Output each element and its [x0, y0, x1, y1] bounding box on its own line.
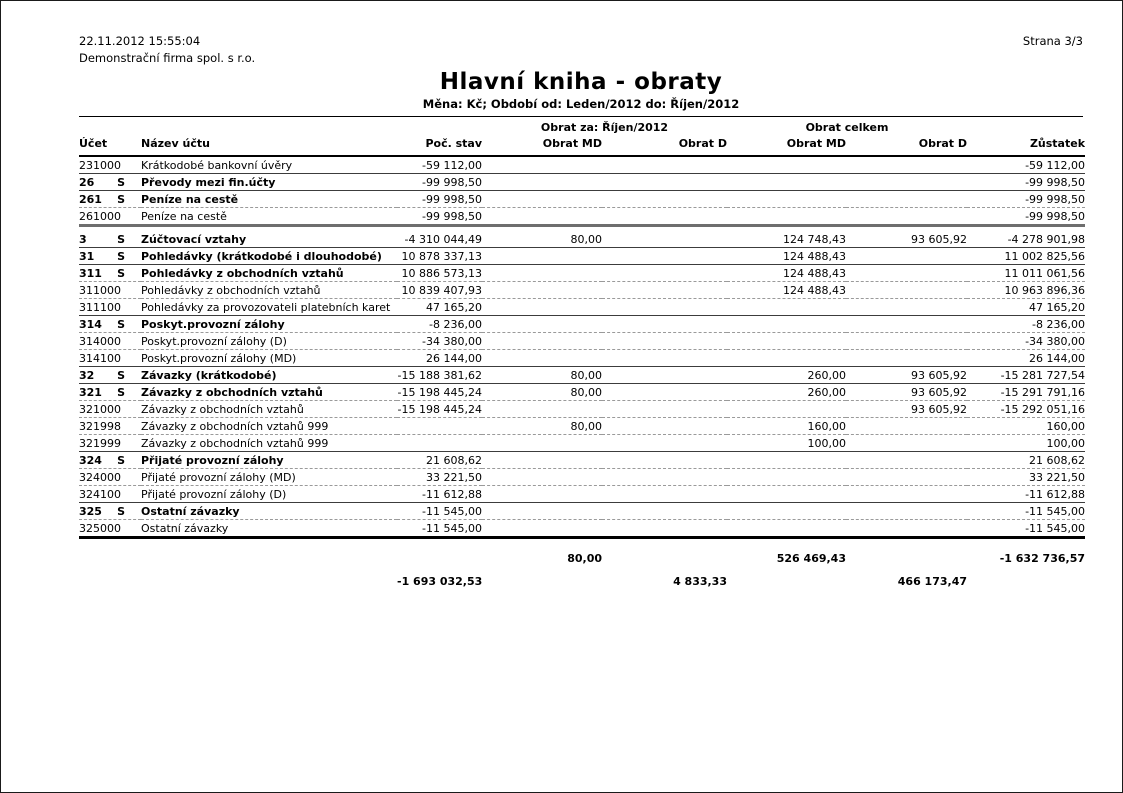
obrat-md-rijen-cell: 80,00: [482, 418, 602, 435]
obrat-d-rijen-cell: [602, 299, 727, 316]
obrat-md-rijen-cell: [482, 503, 602, 520]
account-code: 26: [79, 176, 95, 189]
table-row: [79, 299, 1085, 316]
account-name-cell: Pohledávky z obchodních vztahů: [141, 265, 397, 282]
account-code-cell: [79, 191, 141, 208]
obrat-d-rijen-cell: [602, 208, 727, 226]
obrat-md-rijen-cell: [482, 282, 602, 299]
obrat-md-rijen-cell: [482, 333, 602, 350]
obrat-md-celkem-cell: [727, 469, 846, 486]
account-code-cell: [79, 384, 141, 401]
obrat-d-rijen-cell: [602, 435, 727, 452]
poc-stav-cell: 10 878 337,13: [397, 248, 482, 265]
obrat-d-celkem-cell: [846, 435, 967, 452]
account-code-wrap: [79, 159, 141, 172]
account-name-cell: Závazky z obchodních vztahů 999: [141, 435, 397, 452]
account-code: 231000: [79, 159, 121, 172]
obrat-d-rijen-cell: [602, 333, 727, 350]
table-row: [79, 208, 1085, 226]
group-header-spacer: [141, 117, 397, 134]
table-row: [79, 435, 1085, 452]
obrat-md-rijen-cell: [482, 156, 602, 174]
account-code-wrap: [79, 522, 141, 535]
poc-stav-cell: 26 144,00: [397, 350, 482, 367]
column-header-obrat-d-rijen: Obrat D: [602, 134, 727, 156]
obrat-d-celkem-cell: 93 605,92: [846, 384, 967, 401]
account-code-cell: [79, 226, 141, 248]
account-code: 324100: [79, 488, 121, 501]
zustatek-cell: -99 998,50: [967, 191, 1085, 208]
totals-spacer: [141, 538, 397, 567]
company-name: Demonstrační firma spol. s r.o.: [79, 51, 256, 65]
obrat-md-celkem-cell: 124 488,43: [727, 282, 846, 299]
poc-stav-cell: 10 886 573,13: [397, 265, 482, 282]
group-header-spacer: [79, 117, 141, 134]
account-code-cell: [79, 367, 141, 384]
account-code: 314: [79, 318, 102, 331]
zustatek-cell: 11 011 061,56: [967, 265, 1085, 282]
obrat-md-rijen-cell: 80,00: [482, 367, 602, 384]
table-row: [79, 486, 1085, 503]
account-code: 261000: [79, 210, 121, 223]
obrat-md-rijen-cell: [482, 191, 602, 208]
obrat-d-rijen-cell: [602, 248, 727, 265]
column-header-row: [79, 134, 1085, 156]
account-code: 314100: [79, 352, 121, 365]
ledger-table: [79, 117, 1085, 589]
account-code: 311100: [79, 301, 121, 314]
account-code-wrap: [79, 471, 141, 484]
account-code: 311000: [79, 284, 121, 297]
table-row: [79, 265, 1085, 282]
account-code-wrap: [79, 267, 141, 280]
zustatek-cell: -15 281 727,54: [967, 367, 1085, 384]
zustatek-cell: -15 291 791,16: [967, 384, 1085, 401]
account-code: 321: [79, 386, 102, 399]
account-code-cell: [79, 452, 141, 469]
obrat-d-rijen-cell: [602, 350, 727, 367]
obrat-d-celkem-cell: 93 605,92: [846, 367, 967, 384]
zustatek-cell: 11 002 825,56: [967, 248, 1085, 265]
zustatek-cell: -15 292 051,16: [967, 401, 1085, 418]
total-zustatek-cell: -1 632 736,57: [967, 538, 1085, 567]
account-code: 261: [79, 193, 102, 206]
zustatek-cell: -4 278 901,98: [967, 226, 1085, 248]
zustatek-cell: 10 963 896,36: [967, 282, 1085, 299]
account-code: 325: [79, 505, 102, 518]
obrat-md-celkem-cell: 124 488,43: [727, 248, 846, 265]
account-name-cell: Pohledávky za provozovateli platebních karet: [141, 299, 397, 316]
table-row: [79, 350, 1085, 367]
zustatek-cell: -99 998,50: [967, 208, 1085, 226]
obrat-d-celkem-cell: [846, 191, 967, 208]
account-code-wrap: [79, 488, 141, 501]
obrat-md-celkem-cell: [727, 299, 846, 316]
account-code-wrap: [79, 193, 141, 206]
report-header: [79, 33, 1083, 67]
obrat-md-rijen-cell: [482, 401, 602, 418]
column-header-nazev-uctu: Název účtu: [141, 134, 397, 156]
report-subtitle: Měna: Kč; Období od: Leden/2012 do: Říjen/2012: [422, 97, 740, 111]
summary-flag: S: [117, 267, 125, 280]
table-row: [79, 469, 1085, 486]
summary-flag: S: [117, 505, 125, 518]
total-obrat-md-celkem-cell: [727, 566, 846, 589]
group-header-spacer: [397, 117, 482, 134]
account-code-cell: [79, 469, 141, 486]
account-code-cell: [79, 503, 141, 520]
obrat-md-rijen-cell: [482, 208, 602, 226]
account-name-cell: Pohledávky z obchodních vztahů: [141, 282, 397, 299]
obrat-d-rijen-cell: [602, 282, 727, 299]
account-code-wrap: [79, 369, 141, 382]
account-code: 321998: [79, 420, 121, 433]
table-row: [79, 191, 1085, 208]
total-obrat-d-celkem-cell: 466 173,47: [897, 575, 968, 588]
poc-stav-cell: -99 998,50: [397, 191, 482, 208]
account-code-wrap: [79, 250, 141, 263]
obrat-md-rijen-cell: [482, 248, 602, 265]
report-header-left: [79, 33, 255, 67]
report-title: Hlavní kniha - obraty: [439, 69, 723, 95]
obrat-d-celkem-cell: [846, 333, 967, 350]
account-code-wrap: [79, 335, 141, 348]
zustatek-cell: -59 112,00: [967, 156, 1085, 174]
column-header-zustatek: Zůstatek: [967, 134, 1085, 156]
obrat-md-celkem-cell: [727, 333, 846, 350]
obrat-md-rijen-cell: [482, 299, 602, 316]
poc-stav-cell: 10 839 407,93: [397, 282, 482, 299]
printed-at: 22.11.2012 15:55:04: [79, 34, 201, 48]
obrat-md-rijen-cell: [482, 452, 602, 469]
account-code-wrap: [79, 403, 141, 416]
totals-spacer: [141, 566, 397, 589]
zustatek-cell: -34 380,00: [967, 333, 1085, 350]
obrat-d-celkem-cell: [846, 316, 967, 333]
poc-stav-cell: 21 608,62: [397, 452, 482, 469]
obrat-md-celkem-cell: [727, 452, 846, 469]
group-header-spacer: [967, 117, 1085, 134]
obrat-md-celkem-cell: [727, 486, 846, 503]
zustatek-cell: 21 608,62: [967, 452, 1085, 469]
obrat-d-celkem-cell: [846, 418, 967, 435]
total-obrat-md-rijen-cell: 80,00: [482, 538, 602, 567]
column-header-obrat-d-celkem: Obrat D: [846, 134, 967, 156]
obrat-d-rijen-cell: [602, 191, 727, 208]
poc-stav-cell: -59 112,00: [397, 156, 482, 174]
summary-flag: S: [117, 233, 125, 246]
account-code-cell: [79, 265, 141, 282]
obrat-d-celkem-cell: [846, 486, 967, 503]
account-name-cell: Zúčtovací vztahy: [141, 226, 397, 248]
obrat-d-celkem-cell: [846, 282, 967, 299]
column-header-poc-stav: Poč. stav: [397, 134, 482, 156]
account-code: 325000: [79, 522, 121, 535]
account-code-cell: [79, 299, 141, 316]
obrat-md-celkem-cell: [727, 503, 846, 520]
table-row: [79, 156, 1085, 174]
total-obrat-d-celkem-cell: [846, 538, 967, 567]
account-code-cell: [79, 333, 141, 350]
obrat-d-rijen-cell: [602, 401, 727, 418]
table-row: [79, 384, 1085, 401]
column-header-ucet: Účet: [79, 134, 141, 156]
account-name-cell: Pohledávky (krátkodobé i dlouhodobé): [141, 248, 397, 265]
poc-stav-cell: -15 198 445,24: [397, 384, 482, 401]
poc-stav-cell: 33 221,50: [397, 469, 482, 486]
obrat-d-rijen-cell: [602, 384, 727, 401]
table-row: [79, 333, 1085, 350]
zustatek-cell: 47 165,20: [967, 299, 1085, 316]
poc-stav-cell: [397, 418, 482, 435]
poc-stav-cell: -11 612,88: [397, 486, 482, 503]
obrat-md-rijen-cell: [482, 486, 602, 503]
zustatek-cell: -99 998,50: [967, 174, 1085, 191]
table-row: [79, 401, 1085, 418]
account-code-wrap: [79, 301, 141, 314]
poc-stav-cell: -4 310 044,49: [397, 226, 482, 248]
obrat-md-rijen-cell: [482, 435, 602, 452]
account-code-wrap: [79, 210, 141, 223]
obrat-d-celkem-cell: 93 605,92: [846, 401, 967, 418]
group-header-row: [79, 117, 1085, 134]
obrat-md-celkem-cell: [727, 174, 846, 191]
summary-flag: S: [117, 318, 125, 331]
account-code-cell: [79, 316, 141, 333]
table-row: [79, 316, 1085, 333]
account-code: 324000: [79, 471, 121, 484]
poc-stav-cell: -99 998,50: [397, 174, 482, 191]
obrat-md-rijen-cell: [482, 469, 602, 486]
obrat-d-celkem-cell: 93 605,92: [846, 226, 967, 248]
report-content: [1, 1, 1122, 589]
poc-stav-cell: -99 998,50: [397, 208, 482, 226]
account-code-cell: [79, 156, 141, 174]
account-name-cell: Poskyt.provozní zálohy (MD): [141, 350, 397, 367]
account-code-cell: [79, 401, 141, 418]
obrat-md-celkem-cell: [727, 401, 846, 418]
obrat-d-rijen-cell: [602, 226, 727, 248]
total-zustatek-cell: [967, 566, 1085, 589]
poc-stav-cell: -15 188 381,62: [397, 367, 482, 384]
total-obrat-md-rijen-cell: [482, 566, 602, 589]
account-name-cell: Peníze na cestě: [141, 191, 397, 208]
table-row: [79, 418, 1085, 435]
obrat-md-celkem-cell: [727, 316, 846, 333]
total-poc-stav-cell: -1 693 032,53: [397, 575, 482, 588]
account-code: 3: [79, 233, 87, 246]
summary-flag: S: [117, 369, 125, 382]
account-code-cell: [79, 435, 141, 452]
obrat-d-celkem-cell: [846, 248, 967, 265]
obrat-d-celkem-cell: [846, 299, 967, 316]
total-obrat-d-rijen-cell: [602, 538, 727, 567]
obrat-md-celkem-cell: [727, 350, 846, 367]
obrat-d-rijen-cell: [602, 503, 727, 520]
zustatek-cell: 33 221,50: [967, 469, 1085, 486]
summary-flag: S: [117, 176, 125, 189]
obrat-d-rijen-cell: [602, 367, 727, 384]
account-name-cell: Převody mezi fin.účty: [141, 174, 397, 191]
account-name-cell: Poskyt.provozní zálohy: [141, 316, 397, 333]
zustatek-cell: 100,00: [967, 435, 1085, 452]
obrat-d-rijen-cell: [602, 316, 727, 333]
obrat-d-celkem-cell: [846, 265, 967, 282]
poc-stav-cell: 47 165,20: [397, 299, 482, 316]
obrat-d-celkem-cell: [846, 452, 967, 469]
account-name-cell: Ostatní závazky: [141, 503, 397, 520]
obrat-md-celkem-cell: 260,00: [727, 384, 846, 401]
zustatek-cell: -11 545,00: [967, 520, 1085, 538]
account-code: 321999: [79, 437, 121, 450]
account-code-cell: [79, 520, 141, 538]
total-obrat-d-rijen-cell: 4 833,33: [673, 575, 727, 588]
obrat-md-rijen-cell: 80,00: [482, 384, 602, 401]
obrat-d-rijen-cell: [602, 174, 727, 191]
poc-stav-cell: -11 545,00: [397, 503, 482, 520]
obrat-d-rijen-cell: [602, 520, 727, 538]
total-poc-stav-cell: [397, 538, 482, 567]
obrat-d-celkem-cell: [846, 520, 967, 538]
obrat-d-celkem-cell: [846, 174, 967, 191]
obrat-md-celkem-cell: 124 748,43: [727, 226, 846, 248]
page-number: Strana 3/3: [1022, 34, 1083, 48]
poc-stav-cell: [397, 435, 482, 452]
obrat-md-rijen-cell: [482, 265, 602, 282]
zustatek-cell: 26 144,00: [967, 350, 1085, 367]
account-code-cell: [79, 486, 141, 503]
obrat-md-celkem-cell: 100,00: [727, 435, 846, 452]
account-code-cell: [79, 174, 141, 191]
totals-row: [79, 566, 1085, 589]
zustatek-cell: -8 236,00: [967, 316, 1085, 333]
account-code: 324: [79, 454, 102, 467]
table-row: [79, 367, 1085, 384]
account-code-wrap: [79, 352, 141, 365]
zustatek-cell: 160,00: [967, 418, 1085, 435]
table-row: [79, 226, 1085, 248]
zustatek-cell: -11 612,88: [967, 486, 1085, 503]
account-name-cell: Peníze na cestě: [141, 208, 397, 226]
account-code-cell: [79, 282, 141, 299]
account-name-cell: Závazky z obchodních vztahů: [141, 401, 397, 418]
account-code-wrap: [79, 454, 141, 467]
obrat-d-rijen-cell: [602, 156, 727, 174]
account-code-wrap: [79, 437, 141, 450]
obrat-md-celkem-cell: 260,00: [727, 367, 846, 384]
obrat-d-rijen-cell: [602, 486, 727, 503]
obrat-md-celkem-cell: 124 488,43: [727, 265, 846, 282]
account-code-wrap: [79, 318, 141, 331]
column-header-obrat-md-rijen: Obrat MD: [482, 134, 602, 156]
account-code: 321000: [79, 403, 121, 416]
account-code-wrap: [79, 420, 141, 433]
account-code: 314000: [79, 335, 121, 348]
account-name-cell: Závazky (krátkodobé): [141, 367, 397, 384]
obrat-d-celkem-cell: [846, 208, 967, 226]
account-code-wrap: [79, 233, 141, 246]
obrat-d-rijen-cell: [602, 265, 727, 282]
poc-stav-cell: -15 198 445,24: [397, 401, 482, 418]
obrat-md-rijen-cell: [482, 520, 602, 538]
poc-stav-cell: -34 380,00: [397, 333, 482, 350]
account-name-cell: Ostatní závazky: [141, 520, 397, 538]
table-row: [79, 282, 1085, 299]
summary-flag: S: [117, 454, 125, 467]
obrat-d-celkem-cell: [846, 156, 967, 174]
table-row: [79, 174, 1085, 191]
totals-spacer: [79, 566, 141, 589]
account-code-cell: [79, 208, 141, 226]
account-name-cell: Závazky z obchodních vztahů 999: [141, 418, 397, 435]
account-name-cell: Přijaté provozní zálohy: [141, 452, 397, 469]
account-name-cell: Krátkodobé bankovní úvěry: [141, 156, 397, 174]
summary-flag: S: [117, 250, 125, 263]
account-code-cell: [79, 418, 141, 435]
account-code: 32: [79, 369, 95, 382]
account-name-cell: Poskyt.provozní zálohy (D): [141, 333, 397, 350]
account-name-cell: Závazky z obchodních vztahů: [141, 384, 397, 401]
table-row: [79, 520, 1085, 538]
totals-spacer: [79, 538, 141, 567]
summary-flag: S: [117, 193, 125, 206]
account-name-cell: Přijaté provozní zálohy (D): [141, 486, 397, 503]
account-code-wrap: [79, 284, 141, 297]
obrat-d-celkem-cell: [846, 503, 967, 520]
obrat-d-celkem-cell: [846, 350, 967, 367]
ledger-table-body: [79, 156, 1085, 589]
obrat-md-rijen-cell: [482, 350, 602, 367]
account-code: 311: [79, 267, 102, 280]
account-code-wrap: [79, 505, 141, 518]
account-code-wrap: [79, 176, 141, 189]
table-row: [79, 503, 1085, 520]
obrat-md-celkem-cell: [727, 156, 846, 174]
poc-stav-cell: -11 545,00: [397, 520, 482, 538]
group-header-obrat-celkem: Obrat celkem: [805, 121, 889, 134]
zustatek-cell: -11 545,00: [967, 503, 1085, 520]
poc-stav-cell: -8 236,00: [397, 316, 482, 333]
column-header-obrat-md-celkem: Obrat MD: [727, 134, 846, 156]
account-code-wrap: [79, 386, 141, 399]
account-code-cell: [79, 248, 141, 265]
obrat-d-rijen-cell: [602, 469, 727, 486]
obrat-d-celkem-cell: [846, 469, 967, 486]
account-code-cell: [79, 350, 141, 367]
obrat-md-celkem-cell: [727, 191, 846, 208]
obrat-md-rijen-cell: 80,00: [482, 226, 602, 248]
obrat-md-rijen-cell: [482, 174, 602, 191]
ledger-table-head: [79, 117, 1085, 156]
obrat-md-celkem-cell: [727, 208, 846, 226]
account-code: 31: [79, 250, 95, 263]
summary-flag: S: [117, 386, 125, 399]
obrat-d-rijen-cell: [602, 418, 727, 435]
obrat-md-rijen-cell: [482, 316, 602, 333]
group-header-obrat-za: Obrat za: Říjen/2012: [540, 121, 669, 134]
totals-row: [79, 538, 1085, 567]
obrat-d-rijen-cell: [602, 452, 727, 469]
table-row: [79, 248, 1085, 265]
obrat-md-celkem-cell: [727, 520, 846, 538]
obrat-md-celkem-cell: 160,00: [727, 418, 846, 435]
table-row: [79, 452, 1085, 469]
account-name-cell: Přijaté provozní zálohy (MD): [141, 469, 397, 486]
total-obrat-md-celkem-cell: 526 469,43: [727, 538, 846, 567]
